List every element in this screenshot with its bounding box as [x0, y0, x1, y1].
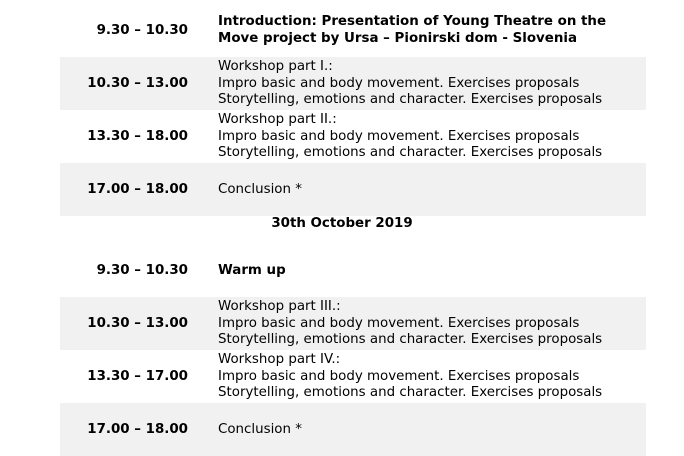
schedule-row [60, 4, 646, 58]
description-line: Move project by Ursa – Pionirski dom - Slovenia [218, 30, 578, 46]
description-line: Impro basic and body movement. Exercises proposals [218, 128, 580, 144]
session-description [218, 263, 646, 280]
time-slot: 13.30 – 17.00 [87, 369, 188, 384]
time-slot: 10.30 – 13.00 [87, 76, 188, 91]
description-line: Workshop part III.: [218, 299, 341, 314]
description-line: Impro basic and body movement. Exercises proposals [218, 315, 580, 331]
description-line: Workshop part IV.: [218, 352, 341, 367]
schedule-row [60, 350, 646, 403]
description-line: Storytelling, emotions and character. Exercises proposals [218, 92, 603, 107]
session-description [218, 182, 646, 199]
schedule-row [60, 163, 646, 216]
time-slot: 9.30 – 10.30 [96, 23, 188, 38]
schedule-row [60, 297, 646, 350]
description-line: Conclusion * [218, 422, 302, 437]
time-slot: 17.00 – 18.00 [87, 182, 188, 197]
session-description [218, 59, 646, 109]
session-description [218, 299, 646, 349]
session-description [218, 112, 646, 162]
description-line: Storytelling, emotions and character. Exercises proposals [218, 145, 603, 160]
description-line: Storytelling, emotions and character. Exercises proposals [218, 332, 603, 347]
schedule-row [60, 403, 646, 456]
description-line: Warm up [218, 263, 286, 278]
time-slot: 10.30 – 13.00 [87, 316, 188, 331]
description-line: Storytelling, emotions and character. Exercises proposals [218, 385, 603, 400]
time-slot: 13.30 – 18.00 [87, 129, 188, 144]
session-description [218, 14, 646, 47]
description-line: Workshop part I.: [218, 59, 333, 74]
schedule-row [60, 110, 646, 163]
description-line: Conclusion * [218, 182, 302, 197]
date-heading: 30th October 2019 [271, 216, 413, 231]
description-line: Introduction: Presentation of Young Theatre on the [218, 14, 607, 29]
description-line: Impro basic and body movement. Exercises proposals [218, 75, 580, 91]
schedule-row [60, 57, 646, 110]
session-description [218, 422, 646, 439]
time-slot: 9.30 – 10.30 [96, 263, 188, 278]
description-line: Impro basic and body movement. Exercises proposals [218, 368, 580, 384]
description-line: Workshop part II.: [218, 112, 337, 127]
schedule-row [60, 244, 646, 298]
time-slot: 17.00 – 18.00 [87, 422, 188, 437]
session-description [218, 352, 646, 402]
